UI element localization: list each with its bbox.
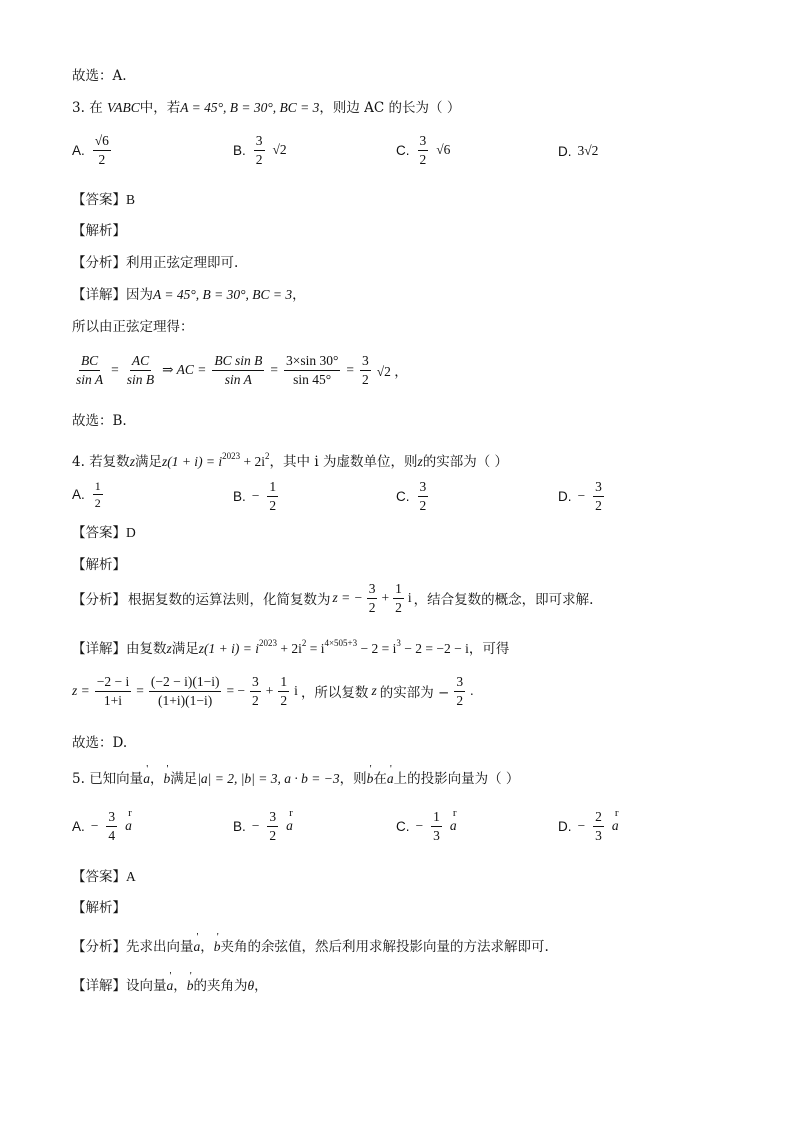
q5-option-b[interactable]: B. − $\frac{3}{2}$ r a <box>233 810 293 842</box>
deriv-fraction <box>278 675 289 707</box>
vec-b: ' b <box>163 769 170 789</box>
fraction-numerator: √6 <box>93 134 111 151</box>
q4-eq2: + 2i <box>240 454 266 469</box>
q3-stem-suffix: ，则边 AC 的长为（ ） <box>319 100 461 116</box>
xj-b: 的夹角为 <box>193 978 248 994</box>
q3-analysis-tag: 【解析】 <box>72 223 126 239</box>
fenxi-fraction <box>393 582 404 614</box>
formula-fraction <box>284 354 340 386</box>
option-vector: r a <box>125 818 132 834</box>
option-fraction <box>593 810 604 842</box>
q4-exp2: 2 <box>265 451 270 461</box>
q5-fenxi <box>72 937 549 957</box>
fraction-denominator: (1+i)(1−i) <box>158 692 213 708</box>
option-fraction <box>93 480 103 509</box>
fraction-denominator: 2 <box>362 371 369 387</box>
option-fraction <box>254 134 265 166</box>
q3-so-line: 所以由正弦定理得： <box>72 319 194 335</box>
q3-option-a[interactable] <box>72 134 113 166</box>
q3-stem-prefix: 在 <box>89 100 103 116</box>
fraction-denominator: 2 <box>269 827 277 843</box>
fraction-numerator: 3 <box>254 134 265 151</box>
fraction-numerator: −2 − i <box>95 675 131 692</box>
deriv-text2: 的实部为 − <box>379 685 450 701</box>
q4-answer <box>72 523 136 543</box>
deriv-z: z <box>371 683 377 698</box>
q4-eq: z(1 + i) = i <box>161 454 223 469</box>
q4-stem-a: 若复数 <box>89 454 130 470</box>
fenxi-text-b: 夹角的余弦值，然后利用求解投影向量的方法求解即可. <box>220 939 549 955</box>
fraction-denominator: 2 <box>419 151 427 167</box>
option-vector: r a <box>450 818 457 834</box>
equals-sign: = <box>270 362 278 377</box>
option-fraction <box>593 480 604 512</box>
answer-value: A <box>126 869 136 884</box>
fraction-numerator: 3 <box>367 582 378 599</box>
fraction-denominator: 3 <box>595 827 602 843</box>
fraction-numerator: 1 <box>278 675 289 692</box>
q5-stem <box>72 769 519 789</box>
xj-exp4: 3 <box>396 638 401 648</box>
fraction-denominator: 2 <box>280 692 288 708</box>
q3-answer <box>72 190 135 210</box>
q4-option-d[interactable] <box>558 480 606 512</box>
xj-a: 设向量 <box>126 978 167 994</box>
option-letter: D. <box>558 818 572 834</box>
fraction-denominator: sin 45° <box>293 371 332 387</box>
fraction-denominator: 3 <box>433 827 440 843</box>
fenxi-tag: 【分析】 <box>72 255 126 271</box>
q3-triangle: VABC <box>106 100 140 115</box>
xj-exp1: 2023 <box>258 638 277 648</box>
fraction-numerator: BC sin B <box>212 354 264 371</box>
option-fraction <box>93 134 111 166</box>
formula-fraction <box>360 354 371 386</box>
option-fraction <box>431 810 442 842</box>
fraction-denominator: 2 <box>456 692 464 708</box>
fraction-numerator: 3 <box>267 810 278 827</box>
q4-option-c[interactable] <box>396 480 430 512</box>
q5-sep: ， <box>173 978 187 994</box>
fraction-denominator: 2 <box>255 151 263 167</box>
fraction-denominator: 4 <box>108 827 116 843</box>
deriv-fraction <box>454 675 465 707</box>
option-letter: C. <box>396 488 410 504</box>
q5-stem-e: 上的投影向量为（ ） <box>393 771 520 787</box>
xj-eq2: + 2i <box>276 641 302 656</box>
plus-sign: + <box>381 590 390 605</box>
option-letter: A. <box>72 818 85 834</box>
option-letter: B. <box>233 818 246 834</box>
vec-a: ' a <box>167 976 174 996</box>
prev-conclusion: 故选：A. <box>72 68 127 84</box>
fraction-numerator: 3 <box>250 675 261 692</box>
option-letter: D. <box>558 143 572 159</box>
xj-eq1: z(1 + i) = i <box>198 641 259 656</box>
option-radical: √2 <box>272 142 287 157</box>
equals-minus: = − <box>226 683 246 698</box>
q5-analysis-tag: 【解析】 <box>72 900 126 916</box>
fraction-numerator: 3 <box>418 134 429 151</box>
option-vector: r a <box>612 818 619 834</box>
option-fraction <box>267 810 278 842</box>
q5-condition: |a| = 2, |b| = 3, a · b = −3 <box>197 771 340 786</box>
xj-z: z <box>166 641 172 656</box>
vec-a: ' a <box>143 769 150 789</box>
fraction-numerator: AC <box>130 354 151 371</box>
q3-option-b[interactable] <box>233 134 287 166</box>
fraction-numerator: 3 <box>106 810 117 827</box>
xiangjie-tag: 【详解】 <box>72 287 126 303</box>
q4-option-b[interactable] <box>233 480 280 512</box>
option-letter: A. <box>72 487 85 502</box>
q4-exp: 2023 <box>222 451 241 461</box>
q5-stem-a: 已知向量 <box>89 771 144 787</box>
q5-stem-d: 在 <box>373 771 387 787</box>
formula-fraction <box>212 354 264 386</box>
q3-conclusion: 故选：B. <box>72 413 127 429</box>
xiangjie-tag: 【详解】 <box>72 978 126 994</box>
fraction-numerator: (−2 − i)(1−i) <box>149 675 222 692</box>
option-letter: C. <box>396 818 410 834</box>
q3-option-c[interactable] <box>396 134 450 166</box>
option-radical: √6 <box>436 142 451 157</box>
q4-derivation <box>72 675 473 707</box>
q5-stem-c: ，则 <box>339 771 367 787</box>
q5-sep: ， <box>149 771 164 787</box>
q3-option-d[interactable] <box>558 143 598 159</box>
q4-conclusion: 故选：D. <box>72 735 128 751</box>
option-fraction <box>106 810 117 842</box>
answer-value: D <box>126 525 136 540</box>
q5-number: 5. <box>72 771 85 787</box>
q4-fenxi <box>72 582 593 614</box>
fraction-denominator: 2 <box>94 496 101 510</box>
q4-analysis-tag: 【解析】 <box>72 557 126 573</box>
q5-option-c[interactable]: C. − $\frac{1}{3}$ r a <box>396 810 457 842</box>
fenxi-tag: 【分析】 <box>72 592 126 608</box>
option-sign: − <box>577 488 586 503</box>
fraction-denominator: 2 <box>595 497 602 513</box>
option-letter: C. <box>396 142 410 158</box>
q3-stem <box>72 98 460 118</box>
fraction-denominator: 2 <box>395 599 402 615</box>
deriv-text: ，所以复数 <box>300 685 369 701</box>
fraction-numerator: 1 <box>94 479 101 493</box>
fraction-numerator: 3 <box>418 480 429 497</box>
answer-value: B <box>126 192 136 207</box>
formula-tail: √2 ， <box>376 364 408 379</box>
q4-xiangjie <box>72 633 509 659</box>
q5-option-a[interactable]: A. − $\frac{3}{4}$ r a <box>72 810 132 842</box>
option-letter: A. <box>72 142 85 158</box>
q3-xiangjie <box>72 285 306 305</box>
fraction-denominator: 1+i <box>103 692 123 708</box>
fraction-numerator: 3 <box>593 480 604 497</box>
deriv-fraction <box>250 675 261 707</box>
plus-sign: + <box>265 683 274 698</box>
q4-stem-d: 的实部为（ ） <box>422 454 509 470</box>
theta: θ <box>247 978 255 993</box>
fraction-numerator: 3×sin 30° <box>284 354 340 371</box>
implies-arrow: ⇒ AC = <box>162 362 207 377</box>
fraction-denominator: sin A <box>224 371 252 387</box>
option-fraction <box>418 134 429 166</box>
xj-eq5: − 2 = −2 − i <box>400 641 469 656</box>
equals-sign: = <box>136 683 144 698</box>
xj-c: ，可得 <box>468 641 510 657</box>
xiangjie-condition: A = 45°, B = 30°, BC = 3 <box>153 287 293 302</box>
q5-answer <box>72 867 136 887</box>
fraction-numerator: BC <box>79 354 100 371</box>
fenxi-eq: z = − <box>332 590 363 605</box>
xj-exp3: 4×505+3 <box>324 638 358 648</box>
q4-stem-c: ，其中 i 为虚数单位，则 <box>269 454 418 470</box>
q5-option-d[interactable]: D. − $\frac{2}{3}$ r a <box>558 810 619 842</box>
xj-b: 满足 <box>171 641 199 657</box>
fraction-denominator: 2 <box>98 151 106 167</box>
vec-b: ' b <box>187 976 194 996</box>
q5-sep: ， <box>200 939 214 955</box>
equals-sign: = <box>111 362 119 377</box>
answer-tag: 【答案】 <box>72 192 126 208</box>
fenxi-text-a: 先求出向量 <box>126 939 194 955</box>
fenxi-fraction <box>367 582 378 614</box>
deriv-end: . <box>470 683 474 698</box>
fraction-numerator: 1 <box>267 480 278 497</box>
q4-option-a[interactable] <box>72 480 105 509</box>
imag-unit: i <box>407 590 412 605</box>
fraction-denominator: 2 <box>419 497 427 513</box>
q3-stem-mid: 中，若 <box>139 100 181 116</box>
fraction-numerator: 1 <box>393 582 404 599</box>
fenxi-text: 利用正弦定理即可. <box>126 255 239 271</box>
fenxi-text-a: 根据复数的运算法则，化简复数为 <box>128 592 331 608</box>
fraction-numerator: 3 <box>454 675 465 692</box>
q3-fenxi <box>72 253 238 273</box>
xj-exp2: 2 <box>301 638 307 648</box>
option-value: 3√2 <box>577 143 599 158</box>
q3-condition: A = 45°, B = 30°, BC = 3 <box>180 100 320 115</box>
fraction-numerator: 2 <box>593 810 604 827</box>
xj-a: 由复数 <box>126 641 167 657</box>
xiangjie-suffix: ， <box>292 287 306 303</box>
vec-a: ' a <box>387 769 394 789</box>
fraction-denominator: 2 <box>269 497 277 513</box>
xj-eq3: = i <box>306 641 325 656</box>
fraction-numerator: 1 <box>431 810 442 827</box>
q4-stem: 4. 若复数z满足$z(1 + i) = i^{2023} + 2i^2$，其中 i 为虚数单位，则z的实部为（ ） <box>72 451 509 470</box>
deriv-fraction <box>95 675 131 707</box>
xj-end: ， <box>254 978 268 994</box>
fraction-denominator: 2 <box>368 599 376 615</box>
formula-fraction <box>125 354 156 386</box>
deriv-lhs: z = <box>72 683 90 698</box>
q3-formula <box>72 354 408 386</box>
fraction-denominator: 2 <box>252 692 259 708</box>
q5-xiangjie <box>72 976 268 996</box>
vec-b: ' b <box>214 937 221 957</box>
option-fraction <box>267 480 278 512</box>
q5-stem-b: 满足 <box>170 771 198 787</box>
q4-number: 4. <box>72 454 85 470</box>
fenxi-tag: 【分析】 <box>72 939 126 955</box>
option-sign: − <box>251 488 260 503</box>
fraction-denominator: sin A <box>76 371 104 387</box>
xiangjie-prefix: 因为 <box>126 287 153 303</box>
deriv-fraction <box>149 675 222 707</box>
option-fraction <box>418 480 429 512</box>
vec-b: ' b <box>367 769 374 789</box>
answer-tag: 【答案】 <box>72 869 126 885</box>
option-letter: B. <box>233 488 246 504</box>
fraction-numerator: 3 <box>360 354 371 371</box>
option-letter: D. <box>558 488 572 504</box>
equals-sign: = <box>346 362 355 377</box>
formula-fraction <box>74 354 105 386</box>
fraction-denominator: sin B <box>126 371 155 387</box>
vec-a: ' a <box>194 937 201 957</box>
q4-stem-b: 满足 <box>134 454 162 470</box>
answer-tag: 【答案】 <box>72 525 126 541</box>
xiangjie-tag: 【详解】 <box>72 641 126 657</box>
imag-unit: i <box>294 683 298 698</box>
fenxi-text-b: ，结合复数的概念，即可求解. <box>413 592 594 608</box>
option-vector: r a <box>286 818 293 834</box>
q3-number: 3. <box>72 100 85 116</box>
xj-eq4: − 2 = i <box>357 641 397 656</box>
option-letter: B. <box>233 142 246 158</box>
